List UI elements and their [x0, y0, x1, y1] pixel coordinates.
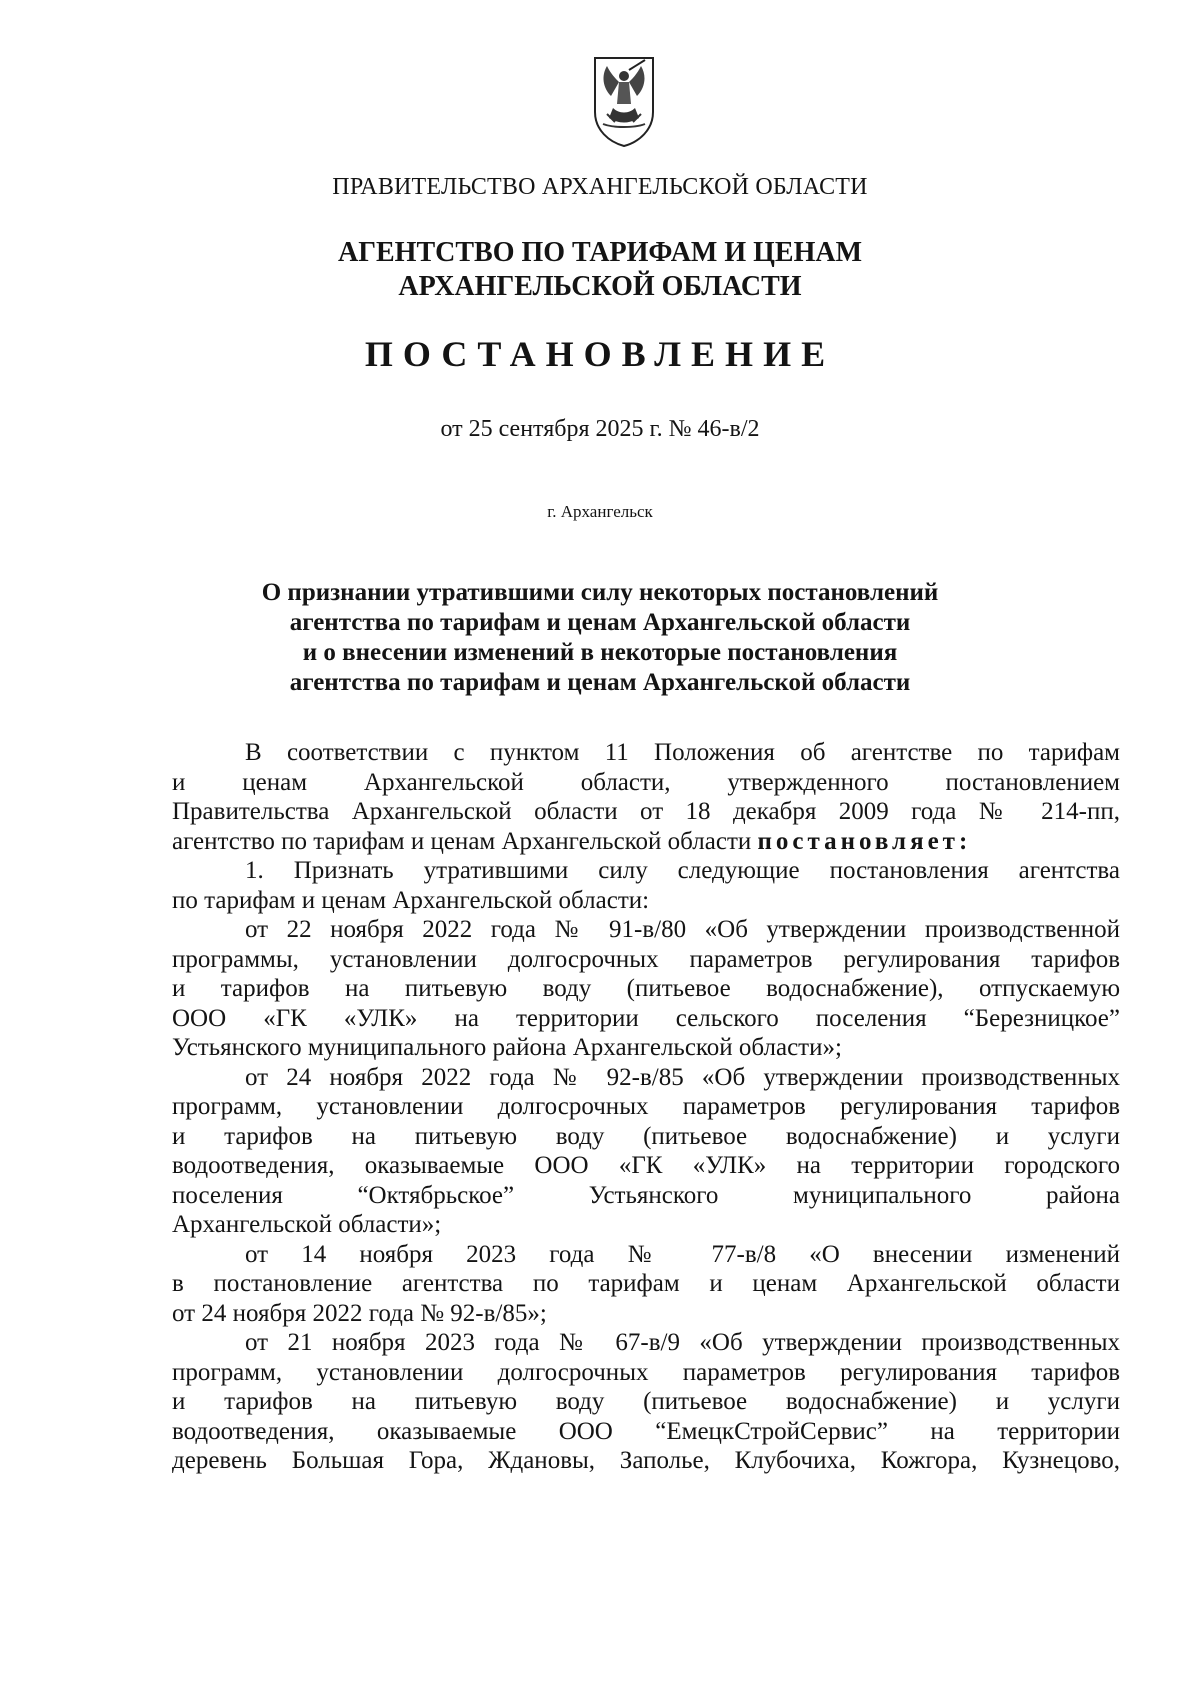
document-city: г. Архангельск	[547, 502, 653, 521]
subject-line: О признании утратившими силу некоторых постановлений	[261, 579, 939, 606]
document-subject	[0, 578, 1200, 698]
body-line: программ, установлении долгосрочных параметров регулирования тарифов	[172, 1093, 1120, 1120]
document-date-number: от 25 сентября 2025 г. № 46-в/2	[440, 416, 760, 442]
body-line: и тарифов на питьевую воду (питьевое водоснабжение), отпускаемую	[172, 975, 1120, 1002]
body-line: и тарифов на питьевую воду (питьевое водоснабжение) и услуги	[172, 1122, 1120, 1150]
body-line: Правительства Архангельской области от 18 декабря 2009 года № 214-пп,	[172, 798, 1120, 825]
agency-name	[0, 236, 1200, 304]
preamble-text: агентство по тарифам и ценам Архангельской области	[172, 827, 752, 855]
body-line: Архангельской области»;	[172, 1211, 442, 1238]
body-line: по тарифам и ценам Архангельской области:	[172, 886, 650, 914]
body-line: ООО «ГК «УЛК» на территории сельского поселения “Березницкое”	[172, 1004, 1120, 1032]
document-type-title: ПОСТАНОВЛЕНИЕ	[364, 334, 836, 374]
body-line	[172, 827, 1120, 857]
body-line: 1. Признать утратившими силу следующие постановления агентства	[245, 857, 1120, 884]
body-line: от 22 ноября 2022 года № 91-в/80 «Об утверждении производственной	[245, 916, 1120, 943]
subject-line: агентства по тарифам и ценам Архангельской области	[289, 609, 911, 636]
body-line: и ценам Архангельской области, утвержденного постановлением	[172, 768, 1120, 796]
organization-name: ПРАВИТЕЛЬСТВО АРХАНГЕЛЬСКОЙ ОБЛАСТИ	[332, 174, 868, 200]
body-line: от 14 ноября 2023 года № 77-в/8 «О внесении изменений	[245, 1240, 1120, 1268]
body-line: от 24 ноября 2022 года № 92-в/85 «Об утверждении производственных	[245, 1063, 1120, 1091]
agency-name-line: АГЕНТСТВО ПО ТАРИФАМ И ЦЕНАМ	[337, 237, 863, 268]
body-line: деревень Большая Гора, Ждановы, Заполье, Клубочиха, Кожгора, Кузнецово,	[172, 1447, 1120, 1474]
body-line: Устьянского муниципального района Архангельской области»;	[172, 1034, 842, 1061]
body-line: в постановление агентства по тарифам и ценам Архангельской области	[172, 1270, 1120, 1297]
body-line: от 21 ноября 2023 года № 67-в/9 «Об утверждении производственных	[245, 1329, 1120, 1356]
body-line: программ, установлении долгосрочных параметров регулирования тарифов	[172, 1358, 1120, 1386]
subject-line: и о внесении изменений в некоторые постановления	[302, 639, 898, 666]
agency-name-line: АРХАНГЕЛЬСКОЙ ОБЛАСТИ	[398, 271, 802, 302]
body-line: В соответствии с пунктом 11 Положения об агентстве по тарифам	[245, 739, 1120, 766]
subject-line: агентства по тарифам и ценам Архангельской области	[289, 669, 911, 696]
document-body	[172, 738, 1120, 1476]
coat-of-arms-emblem	[589, 52, 659, 148]
body-line: программы, установлении долгосрочных параметров регулирования тарифов	[172, 945, 1120, 973]
body-line: водоотведения, оказываемые ООО “ЕмецкСтройСервис” на территории	[172, 1417, 1120, 1445]
body-line: от 24 ноября 2022 года № 92-в/85»;	[172, 1299, 547, 1327]
body-line: водоотведения, оказываемые ООО «ГК «УЛК» на территории городского	[172, 1152, 1120, 1179]
resolves-keyword: постановляет:	[757, 827, 972, 855]
body-line: и тарифов на питьевую воду (питьевое водоснабжение) и услуги	[172, 1388, 1120, 1415]
body-line: поселения “Октябрьское” Устьянского муниципального района	[172, 1181, 1120, 1209]
